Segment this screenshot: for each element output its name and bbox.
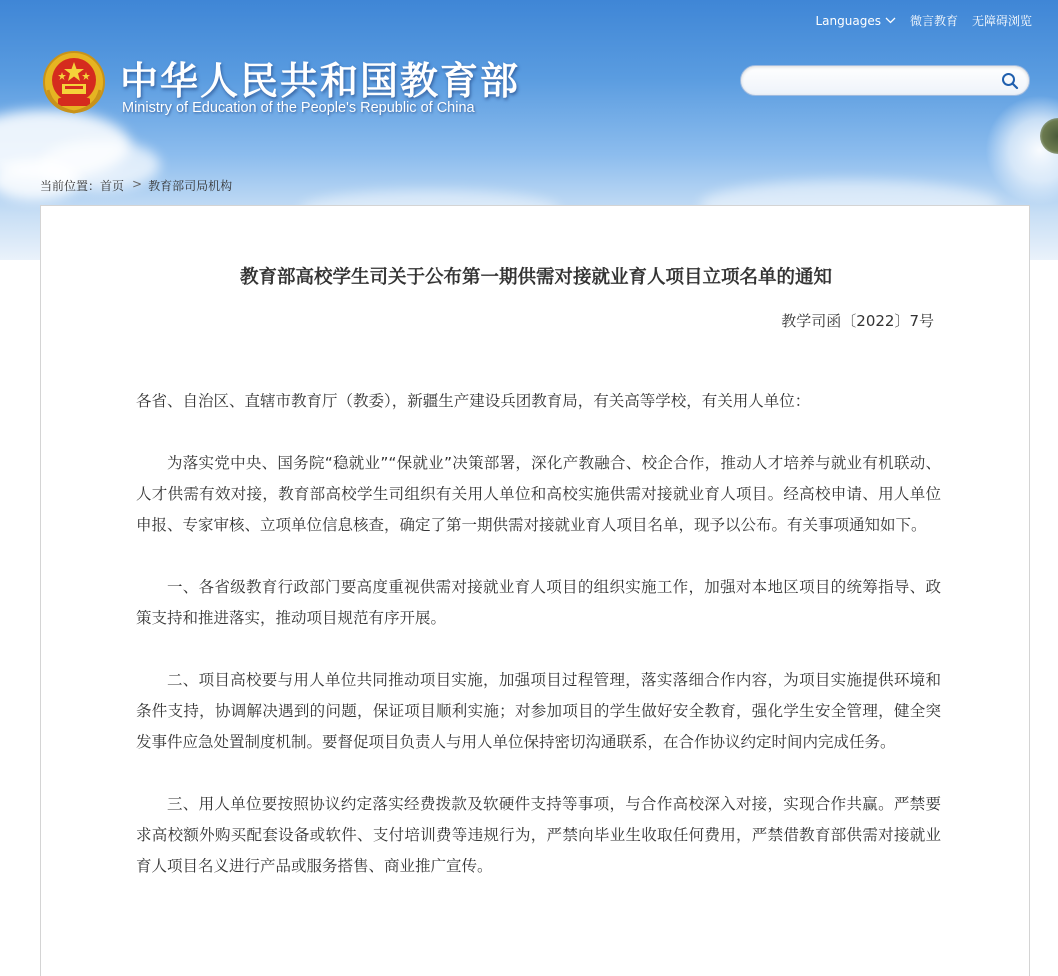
item-three-paragraph: 三、用人单位要按照协议约定落实经费拨款及软硬件支持等事项，与合作高校深入对接，实现合作共赢。严禁要求高校额外购买配套设备或软件、支付培训费等违规行为，严禁向毕业生收取任何费用，严禁借教育部供需对接就业育人项目名义进行产品或服务搭售、商业推广宣传。 [136,795,941,875]
national-emblem-icon[interactable] [42,50,106,116]
breadcrumb-home[interactable]: 首页 [100,179,125,193]
search-icon[interactable] [1001,72,1019,90]
site-title-en[interactable]: Ministry of Education of the People's Republic of China [122,100,475,116]
article-body [136,386,941,913]
breadcrumb-department[interactable]: 教育部司局机构 [148,179,233,193]
intro-paragraph: 为落实党中央、国务院“稳就业”“保就业”决策部署，深化产教融合、校企合作，推动人才培养与就业有机联动、人才供需有效对接，教育部高校学生司组织有关用人单位和高校实施供需对接就业育人项目。经高校申请、用人单位申报、专家审核、立项单位信息核查，确定了第一期供需对接就业育人项目名单，现予以公布。有关事项通知如下。 [136,454,941,534]
top-links [815,12,1032,29]
salutation-paragraph: 各省、自治区、直辖市教育厅（教委），新疆生产建设兵团教育局，有关高等学校，有关用人单位： [136,392,811,410]
accessibility-link[interactable]: 无障碍浏览 [971,14,1032,28]
article-title: 教育部高校学生司关于公布第一期供需对接就业育人项目立项名单的通知 [239,267,832,288]
breadcrumb-separator: > [132,177,143,191]
item-one-paragraph: 一、各省级教育行政部门要高度重视供需对接就业育人项目的组织实施工作，加强对本地区项目的统筹指导、政策支持和推进落实，推动项目规范有序开展。 [136,578,941,627]
site-title-cn[interactable]: 中华人民共和国教育部 [120,59,521,103]
item-two-paragraph: 二、项目高校要与用人单位共同推动项目实施，加强项目过程管理，落实落细合作内容，为项目实施提供环境和条件支持，协调解决遇到的问题，保证项目顺利实施；对参加项目的学生做好安全教育，强化学生安全管理，健全突发事件应急处置制度机制。要督促项目负责人与用人单位保持密切沟通联系，在合作协议约定时间内完成任务。 [136,671,941,751]
article-container [40,205,1030,976]
languages-label: Languages [815,13,881,28]
breadcrumb [40,177,232,194]
search-input[interactable] [741,66,991,95]
chevron-down-icon [885,17,896,24]
weibo-link[interactable]: 微言教育 [909,14,958,28]
document-number: 教学司函〔2022〕7号 [781,312,934,330]
breadcrumb-label: 当前位置： [40,179,101,193]
search-box [740,65,1030,96]
languages-menu[interactable] [815,14,895,28]
